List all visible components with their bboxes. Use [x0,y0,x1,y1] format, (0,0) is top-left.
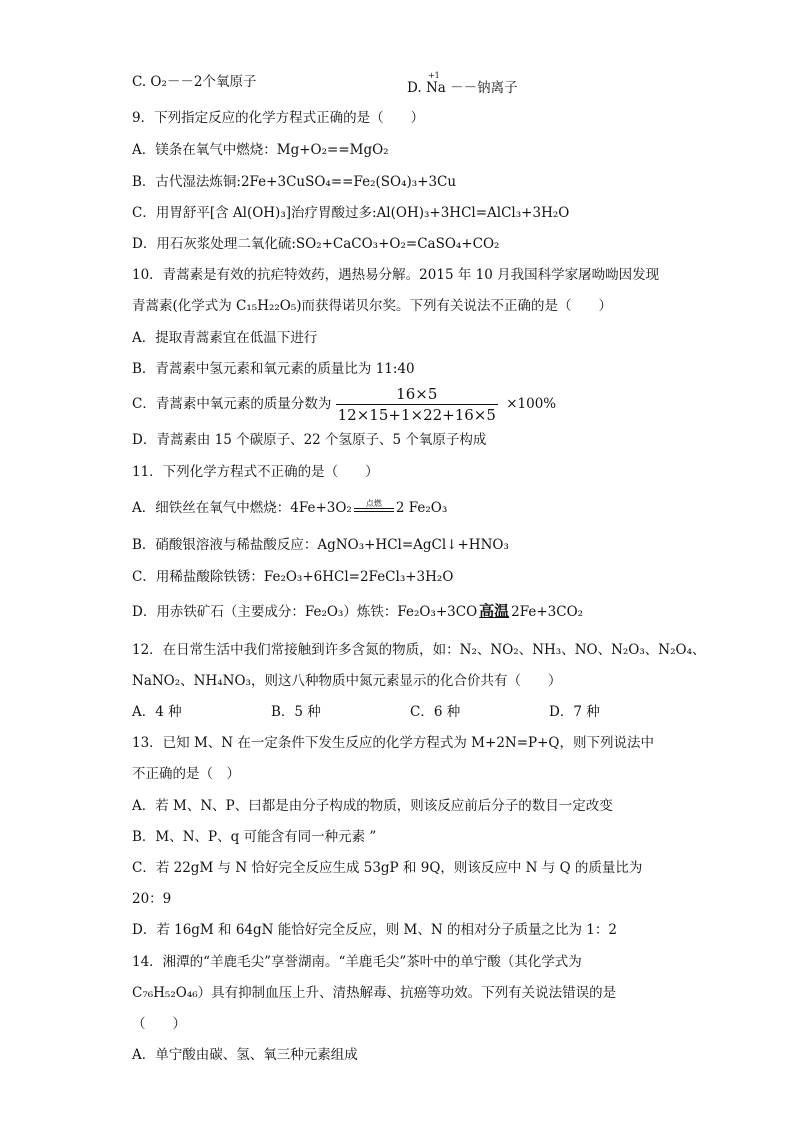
q12-stem-line1: 12．在日常生活中我们常接触到许多含氮的物质，如：N₂、NO₂、NH₃、NO、N₂O₃、N₂O₄、 [132,642,706,658]
q11-option-a-suffix: 2 Fe₂O₃ [395,500,448,516]
q11-option-c: C．用稀盐酸除铁锈：Fe₂O₃+6HCl=2FeCl₃+3H₂O [132,569,454,585]
q10-option-a: A．提取青蒿素宜在低温下进行 [132,330,318,346]
q12-option-a: A．4 种 [132,704,182,720]
q9-option-d: D．用石灰浆处理二氧化硫:SO₂+CaCO₃+O₂=CaSO₄+CO₂ [132,236,500,252]
condition-label: 点燃 [365,498,382,508]
q13-option-c-line2: 20：9 [132,891,172,907]
q12-option-d: D．7 种 [549,704,600,720]
q11-option-d-suffix: 2Fe+3CO₂ [511,604,584,620]
sodium-charge-symbol [426,72,446,98]
q8-option-d-prefix: D. [407,80,422,96]
fraction-denominator: 12×15+1×22+16×5 [337,406,496,424]
q14-stem-line3: （ ） [132,1016,186,1032]
high-temp-condition: 高温 [479,602,510,620]
equals-bar-bottom [354,511,394,512]
q12-option-c: C．6 种 [410,704,461,720]
q10-stem-line1: 10．青蒿素是有效的抗疟特效药，遇热易分解。2015 年 10 月我国科学家屠呦呦因发现 [132,267,660,283]
q11-option-d [132,601,754,622]
q11-option-b: B．硝酸银溶液与稀盐酸反应：AgNO₃+HCl=AgCl↓+HNO₃ [132,537,509,553]
q13-stem-line2: 不正确的是（ ） [132,766,240,782]
q10-option-c [132,384,754,425]
q13-option-d: D．若 16gM 和 64gN 能恰好完全反应，则 M、N 的相对分子质量之比为 1：2 [132,922,617,938]
q14-option-a: A．单宁酸由碳、氢、氧三种元素组成 [132,1047,358,1063]
q14-stem-line2: C₇₆H₅₂O₄₆）具有抑制血压上升、清热解毒、抗癌等功效。下列有关说法错误的是 [132,985,617,1001]
q8-option-c: C. O₂－－2个氧原子 [132,74,257,90]
q11-option-a-prefix: A．细铁丝在氧气中燃烧：4Fe+3O₂ [132,500,352,516]
q9-stem: 9．下列指定反应的化学方程式正确的是（ ） [132,110,425,126]
q10-stem-line2: 青蒿素(化学式为 C₁₅H₂₂O₅)而获得诺贝尔奖。下列有关说法不正确的是（ ） [132,298,613,314]
q10-option-c-prefix: C．青蒿素中氧元素的质量分数为 [132,396,332,412]
q8-options-row [132,72,754,98]
element-symbol: Na [425,80,446,96]
q8-option-d-suffix: －－钠离子 [450,80,518,96]
q9-option-b: B．古代湿法炼铜:2Fe+3CuSO₄==Fe₂(SO₄)₃+3Cu [132,174,457,190]
q9-option-c: C．用胃舒平[含 Al(OH)₃]治疗胃酸过多:Al(OH)₃+3HCl=AlCl₃+3H₂O [132,205,570,221]
q10-option-c-suffix: ×100% [506,396,557,412]
q14-stem-line1: 14．湘潭的“羊鹿毛尖”享誉湖南。“羊鹿毛尖”茶叶中的单宁酸（其化学式为 [132,954,582,970]
q10-option-b: B．青蒿素中氢元素和氧元素的质量比为 11:40 [132,361,415,377]
ignition-condition-sign [354,498,394,515]
q11-stem: 11．下列化学方程式不正确的是（ ） [132,464,379,480]
q12-options-row [132,702,754,722]
q13-option-a: A．若 M、N、P、曰都是由分子构成的物质，则该反应前后分子的数目一定改变 [132,798,613,814]
charge-label: +1 [427,71,440,80]
q12-stem-line2: NaNO₂、NH₄NO₃，则这八种物质中氮元素显示的化合价共有（ ） [132,673,562,689]
fraction-numerator: 16×5 [336,384,498,405]
q9-option-a: A．镁条在氧气中燃烧：Mg+O₂==MgO₂ [132,142,389,158]
q12-option-b: B．5 种 [271,704,321,720]
q11-option-a [132,498,754,518]
q13-option-b: B．M、N、P、q 可能含有同一种元素 ” [132,829,377,845]
q10-option-d: D．青蒿素由 15 个碳原子、22 个氢原子、5 个氧原子构成 [132,432,487,448]
q13-stem-line1: 13．已知 M、N 在一定条件下发生反应的化学方程式为 M+2N=P+Q，则下列说法中 [132,735,654,751]
equals-bar-top [354,508,394,509]
q8-option-d [407,72,518,98]
mass-fraction [336,384,498,425]
q13-option-c-line1: C．若 22gM 与 N 恰好完全反应生成 53gP 和 9Q，则该反应中 N 与 Q 的质量比为 [132,860,643,876]
q11-option-d-prefix: D．用赤铁矿石（主要成分：Fe₂O₃）炼铁：Fe₂O₃+3CO [132,604,478,620]
